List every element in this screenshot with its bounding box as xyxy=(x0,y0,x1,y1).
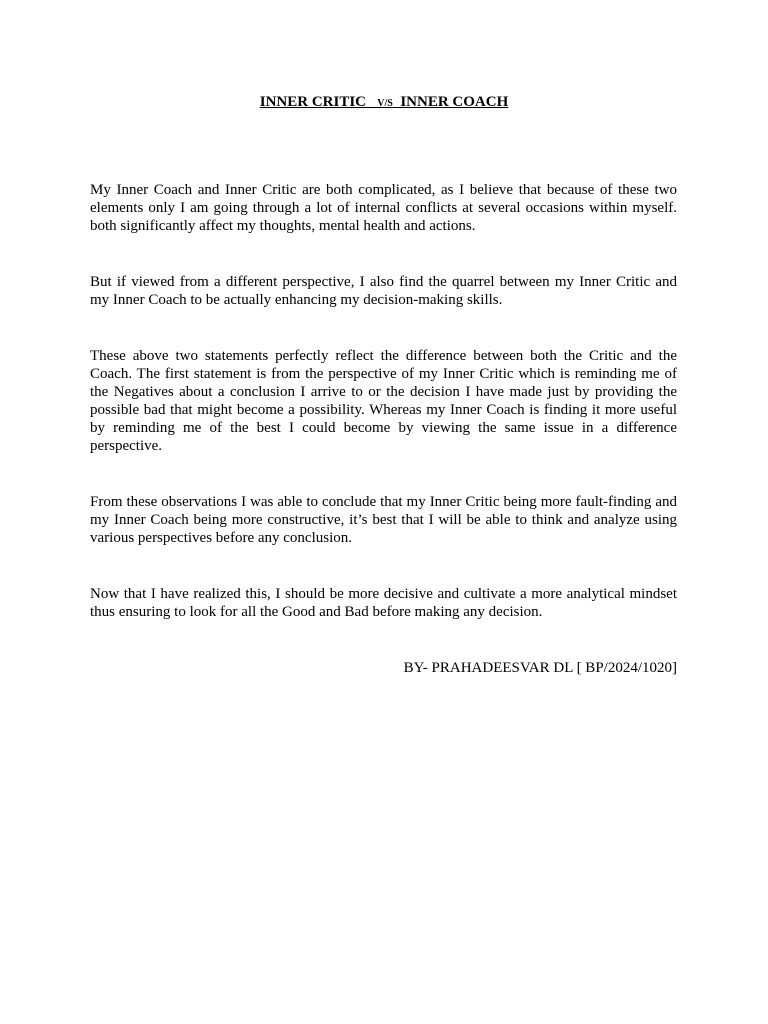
paragraph-3: These above two statements perfectly reflect the difference between both the Critic and the Coach. The first statement is from the perspective of my Inner Critic which is reminding me of the Negatives about a conclusion I arrive to or the decision I have made just by providing the possible bad that might become a possibility. Whereas my Inner Coach is finding it more useful by reminding me of the best I could become by viewing the same issue in a difference perspective. xyxy=(90,348,677,454)
paragraph-5: Now that I have realized this, I should be more decisive and cultivate a more analytical mindset thus ensuring to look for all the Good and Bad before making any decision. xyxy=(90,586,677,620)
title-vs: V/S xyxy=(377,98,393,109)
paragraph-4: From these observations I was able to conclude that my Inner Critic being more fault-finding and my Inner Coach being more constructive, it’s best that I will be able to think and analyze using various perspectives before any conclusion. xyxy=(90,494,677,546)
paragraph-1: My Inner Coach and Inner Critic are both complicated, as I believe that because of these two elements only I am going through a lot of internal conflicts at several occasions within myself. both significantly affect my thoughts, mental health and actions. xyxy=(90,182,677,234)
title-inner-critic: INNER CRITIC xyxy=(259,94,378,110)
title-inner-coach: INNER COACH xyxy=(392,94,509,110)
author-signature: BY- PRAHADEESVAR DL [ BP/2024/1020] xyxy=(403,660,677,676)
paragraph-2: But if viewed from a different perspective, I also find the quarrel between my Inner Critic and my Inner Coach to be actually enhancing my decision-making skills. xyxy=(90,274,677,308)
document-title xyxy=(0,93,768,113)
